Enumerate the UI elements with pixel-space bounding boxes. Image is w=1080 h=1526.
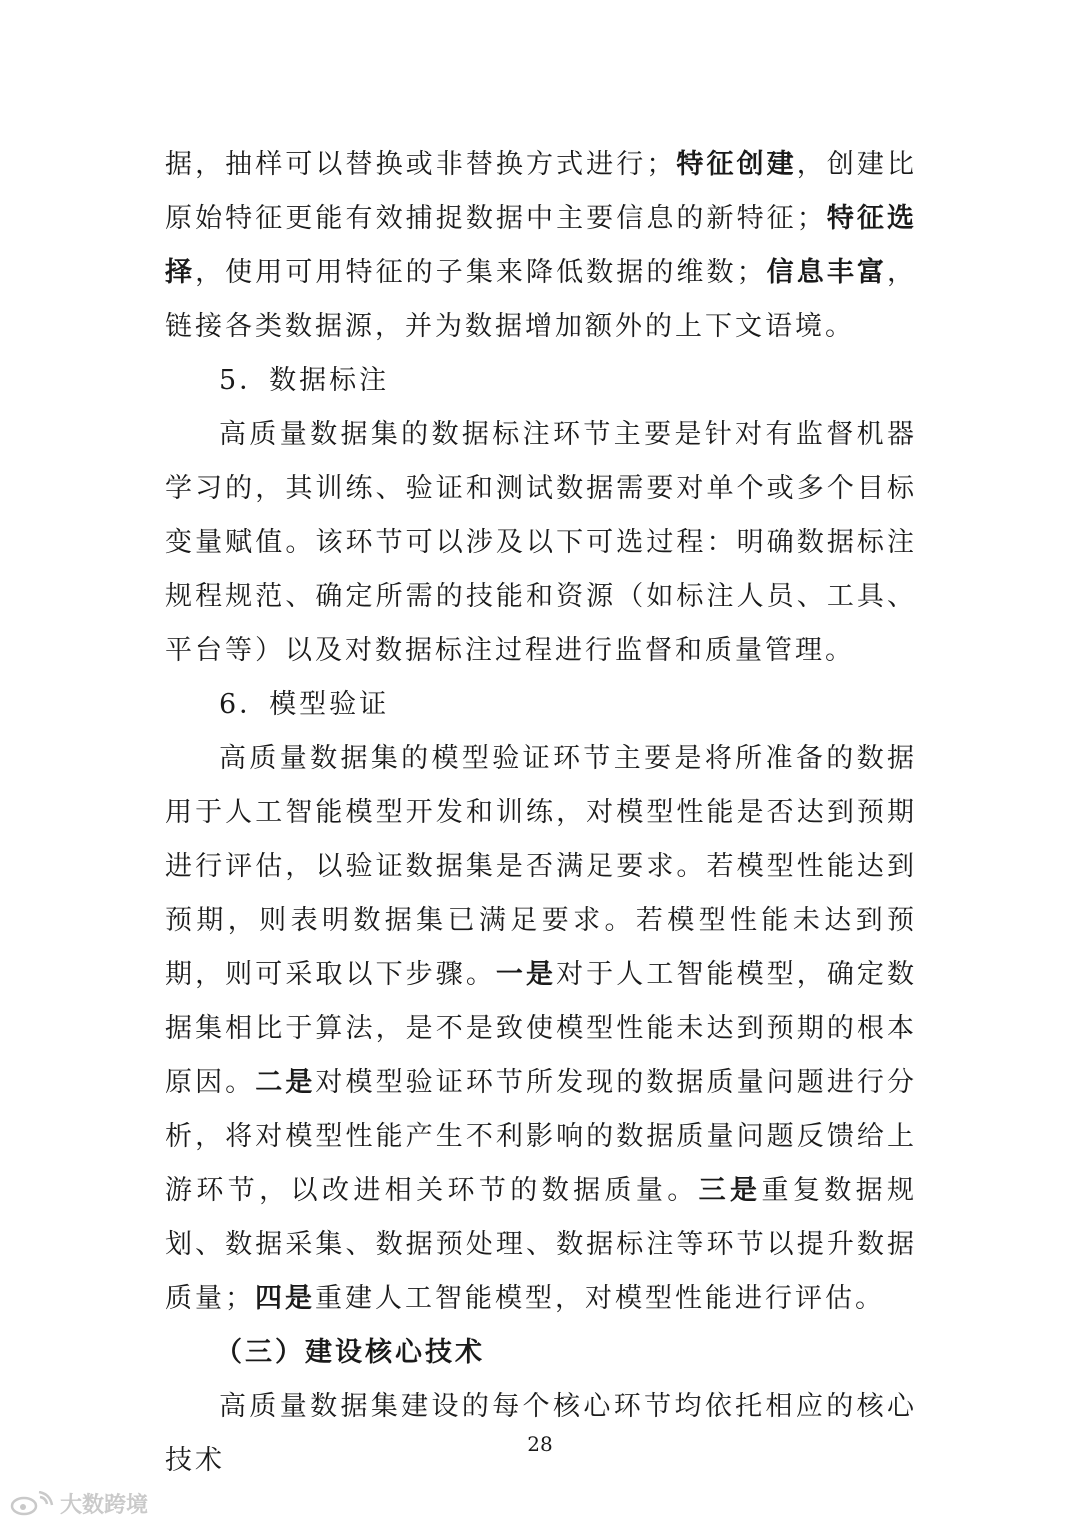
paragraph-model-validation (165, 732, 917, 1326)
bold-marker-first: 一是 (495, 959, 557, 990)
text-run: 高质量数据集的模型验证环节主要是将所准备的数据用于人工智能模型开发和训练，对模型性能是否达到预期进行评估，以验证数据集是否满足要求。若模型性能达到预期，则表明数据集已满足要求。若模型性能未达到预期，则可采取以下步骤。 (165, 743, 917, 990)
bold-marker-third: 三是 (698, 1175, 762, 1206)
text-run: 对于人工智能模型，确定数据集相比于算法，是不是致使模型性能未达到预期的根本原因。 (165, 959, 918, 1098)
heading-model-validation: 6．模型验证 (219, 689, 390, 720)
heading-data-annotation: 5．数据标注 (219, 365, 390, 396)
text-run: 对模型验证环节所发现的数据质量问题进行分析，将对模型性能产生不利影响的数据质量问题反馈给上游环节，以改进相关环节的数据质量。 (165, 1067, 918, 1206)
watermark-text: 大数跨境 (60, 1493, 149, 1518)
paragraph-feature-processing (165, 138, 917, 354)
bold-marker-second: 二是 (255, 1067, 316, 1098)
body-text (165, 138, 917, 1488)
paragraph-data-annotation: 高质量数据集的数据标注环节主要是针对有监督机器学习的，其训练、验证和测试数据需要对单个或多个目标变量赋值。该环节可以涉及以下可选过程：明确数据标注规程规范、确定所需的技能和资源（如标注人员、工具、平台等）以及对数据标注过程进行监督和质量管理。 (165, 419, 917, 666)
text-run: 重复数据规划、数据采集、数据预处理、数据标注等环节以提升数据质量； (165, 1175, 918, 1314)
text-run: ，使用可用特征的子集来降低数据的维数； (195, 257, 767, 288)
text-run: 据，抽样可以替换或非替换方式进行； (165, 149, 677, 180)
bold-term-feature-selection: 特征选择 (165, 203, 917, 288)
watermark (10, 1488, 148, 1519)
bold-term-information-enrichment: 信息丰富 (766, 257, 888, 288)
page-number: 28 (527, 1432, 553, 1456)
text-run: ，链接各类数据源，并为数据增加额外的上下文语境。 (165, 257, 918, 342)
weibo-logo-icon (10, 1491, 54, 1517)
paragraph-core-technology: 高质量数据集建设的每个核心环节均依托相应的核心技术 (165, 1391, 917, 1476)
text-run: ，创建比原始特征更能有效捕捉数据中主要信息的新特征； (165, 149, 918, 234)
text-run: 重建人工智能模型，对模型性能进行评估。 (315, 1283, 885, 1314)
section-heading-core-technology (165, 1326, 917, 1380)
section-heading-text: （三）建设核心技术 (215, 1337, 485, 1368)
bold-marker-fourth: 四是 (255, 1283, 315, 1314)
bold-term-feature-creation: 特征创建 (676, 149, 797, 180)
